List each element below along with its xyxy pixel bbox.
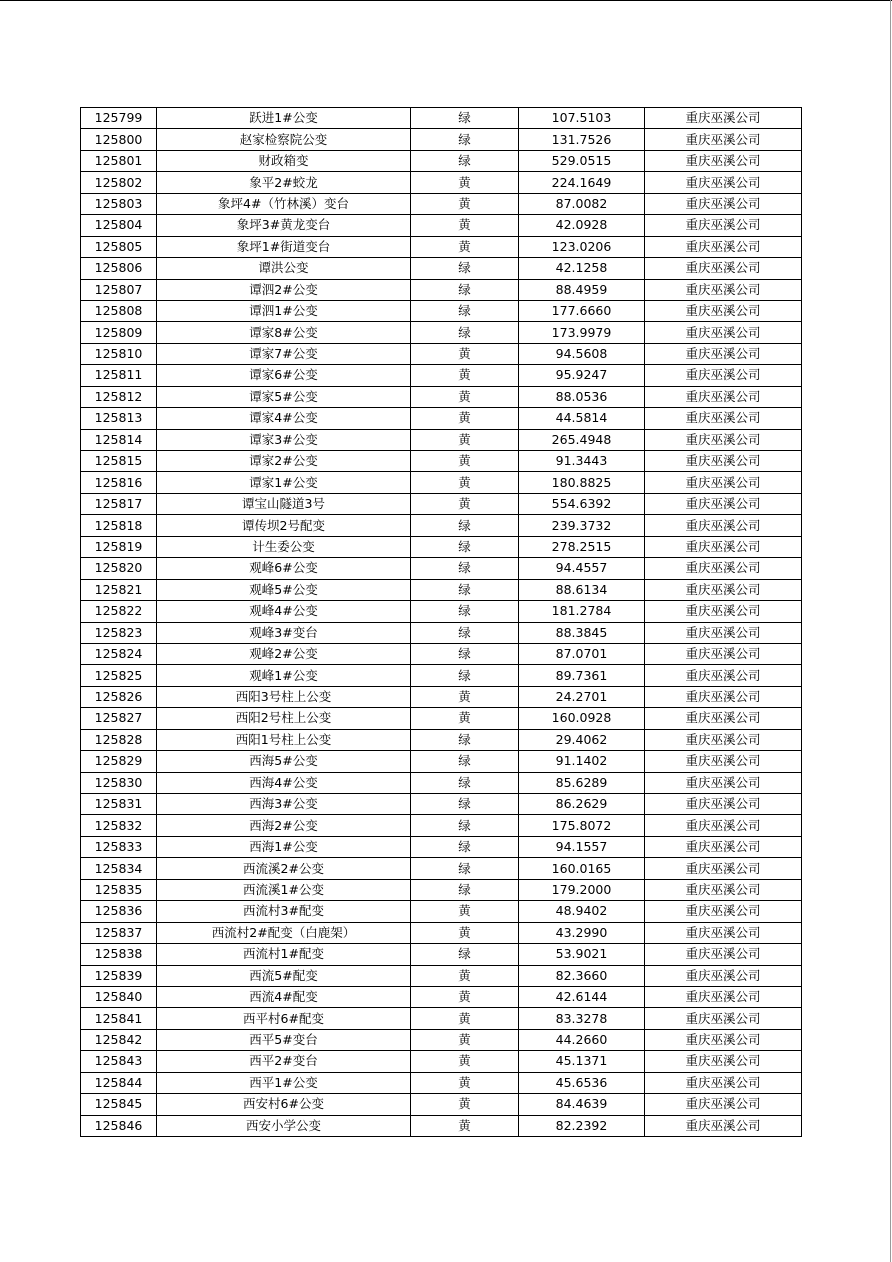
cell-id: 125803 bbox=[81, 193, 157, 214]
cell-value: 179.2000 bbox=[519, 879, 645, 900]
cell-id: 125824 bbox=[81, 643, 157, 664]
cell-level: 绿 bbox=[411, 300, 519, 321]
cell-company: 重庆巫溪公司 bbox=[645, 1072, 802, 1093]
table-row bbox=[81, 1008, 802, 1029]
cell-id: 125810 bbox=[81, 343, 157, 364]
table-row bbox=[81, 1072, 802, 1093]
table-row bbox=[81, 472, 802, 493]
cell-company: 重庆巫溪公司 bbox=[645, 150, 802, 171]
cell-value: 278.2515 bbox=[519, 536, 645, 557]
cell-id: 125814 bbox=[81, 429, 157, 450]
cell-company: 重庆巫溪公司 bbox=[645, 643, 802, 664]
table-row bbox=[81, 215, 802, 236]
table-row bbox=[81, 193, 802, 214]
cell-id: 125804 bbox=[81, 215, 157, 236]
cell-level: 绿 bbox=[411, 558, 519, 579]
cell-id: 125833 bbox=[81, 836, 157, 857]
cell-name: 谭家2#公变 bbox=[157, 451, 411, 472]
cell-id: 125827 bbox=[81, 708, 157, 729]
cell-name: 谭宝山隧道3号 bbox=[157, 493, 411, 514]
cell-value: 160.0928 bbox=[519, 708, 645, 729]
cell-level: 绿 bbox=[411, 129, 519, 150]
cell-id: 125823 bbox=[81, 622, 157, 643]
cell-level: 黄 bbox=[411, 193, 519, 214]
table-row bbox=[81, 986, 802, 1007]
cell-name: 西流溪1#公变 bbox=[157, 879, 411, 900]
cell-name: 西平1#公变 bbox=[157, 1072, 411, 1093]
cell-name: 跃进1#公变 bbox=[157, 108, 411, 129]
cell-id: 125842 bbox=[81, 1029, 157, 1050]
cell-value: 224.1649 bbox=[519, 172, 645, 193]
cell-value: 175.8072 bbox=[519, 815, 645, 836]
cell-name: 观峰2#公变 bbox=[157, 643, 411, 664]
table-row bbox=[81, 901, 802, 922]
cell-name: 谭家6#公变 bbox=[157, 365, 411, 386]
cell-name: 赵家检察院公变 bbox=[157, 129, 411, 150]
table-row bbox=[81, 1029, 802, 1050]
cell-id: 125801 bbox=[81, 150, 157, 171]
cell-name: 西流村2#配变（白鹿架） bbox=[157, 922, 411, 943]
cell-name: 谭家5#公变 bbox=[157, 386, 411, 407]
cell-level: 绿 bbox=[411, 515, 519, 536]
cell-company: 重庆巫溪公司 bbox=[645, 515, 802, 536]
cell-level: 绿 bbox=[411, 858, 519, 879]
cell-value: 44.2660 bbox=[519, 1029, 645, 1050]
cell-name: 观峰1#公变 bbox=[157, 665, 411, 686]
table-row bbox=[81, 751, 802, 772]
cell-name: 西海3#公变 bbox=[157, 794, 411, 815]
cell-name: 观峰6#公变 bbox=[157, 558, 411, 579]
cell-level: 绿 bbox=[411, 772, 519, 793]
cell-id: 125812 bbox=[81, 386, 157, 407]
cell-level: 绿 bbox=[411, 729, 519, 750]
cell-company: 重庆巫溪公司 bbox=[645, 922, 802, 943]
table-row bbox=[81, 944, 802, 965]
cell-value: 180.8825 bbox=[519, 472, 645, 493]
cell-level: 绿 bbox=[411, 836, 519, 857]
cell-value: 24.2701 bbox=[519, 686, 645, 707]
table-row bbox=[81, 343, 802, 364]
cell-company: 重庆巫溪公司 bbox=[645, 258, 802, 279]
cell-id: 125834 bbox=[81, 858, 157, 879]
cell-value: 91.3443 bbox=[519, 451, 645, 472]
cell-company: 重庆巫溪公司 bbox=[645, 986, 802, 1007]
cell-company: 重庆巫溪公司 bbox=[645, 622, 802, 643]
cell-company: 重庆巫溪公司 bbox=[645, 300, 802, 321]
cell-company: 重庆巫溪公司 bbox=[645, 686, 802, 707]
cell-id: 125811 bbox=[81, 365, 157, 386]
cell-name: 西海2#公变 bbox=[157, 815, 411, 836]
cell-company: 重庆巫溪公司 bbox=[645, 601, 802, 622]
cell-id: 125806 bbox=[81, 258, 157, 279]
cell-level: 黄 bbox=[411, 986, 519, 1007]
cell-company: 重庆巫溪公司 bbox=[645, 386, 802, 407]
cell-value: 88.3845 bbox=[519, 622, 645, 643]
cell-value: 42.1258 bbox=[519, 258, 645, 279]
cell-name: 西流溪2#公变 bbox=[157, 858, 411, 879]
cell-name: 象坪1#街道变台 bbox=[157, 236, 411, 257]
table-row bbox=[81, 601, 802, 622]
cell-name: 象坪3#黄龙变台 bbox=[157, 215, 411, 236]
cell-level: 绿 bbox=[411, 601, 519, 622]
cell-level: 绿 bbox=[411, 150, 519, 171]
cell-id: 125829 bbox=[81, 751, 157, 772]
table-row bbox=[81, 686, 802, 707]
cell-value: 45.6536 bbox=[519, 1072, 645, 1093]
cell-company: 重庆巫溪公司 bbox=[645, 815, 802, 836]
cell-id: 125843 bbox=[81, 1051, 157, 1072]
cell-name: 西海1#公变 bbox=[157, 836, 411, 857]
cell-value: 86.2629 bbox=[519, 794, 645, 815]
cell-id: 125819 bbox=[81, 536, 157, 557]
cell-name: 财政箱变 bbox=[157, 150, 411, 171]
table-row bbox=[81, 772, 802, 793]
cell-id: 125815 bbox=[81, 451, 157, 472]
cell-name: 西平5#变台 bbox=[157, 1029, 411, 1050]
cell-value: 42.6144 bbox=[519, 986, 645, 1007]
cell-value: 177.6660 bbox=[519, 300, 645, 321]
cell-id: 125831 bbox=[81, 794, 157, 815]
cell-level: 黄 bbox=[411, 686, 519, 707]
cell-company: 重庆巫溪公司 bbox=[645, 1029, 802, 1050]
table-row bbox=[81, 665, 802, 686]
cell-value: 181.2784 bbox=[519, 601, 645, 622]
cell-company: 重庆巫溪公司 bbox=[645, 944, 802, 965]
cell-value: 160.0165 bbox=[519, 858, 645, 879]
table-row bbox=[81, 129, 802, 150]
cell-company: 重庆巫溪公司 bbox=[645, 129, 802, 150]
cell-company: 重庆巫溪公司 bbox=[645, 536, 802, 557]
table-row bbox=[81, 794, 802, 815]
cell-name: 谭洪公变 bbox=[157, 258, 411, 279]
table-row bbox=[81, 836, 802, 857]
cell-company: 重庆巫溪公司 bbox=[645, 279, 802, 300]
cell-company: 重庆巫溪公司 bbox=[645, 429, 802, 450]
cell-company: 重庆巫溪公司 bbox=[645, 665, 802, 686]
cell-id: 125821 bbox=[81, 579, 157, 600]
cell-level: 黄 bbox=[411, 493, 519, 514]
cell-name: 西海4#公变 bbox=[157, 772, 411, 793]
cell-company: 重庆巫溪公司 bbox=[645, 472, 802, 493]
cell-id: 125809 bbox=[81, 322, 157, 343]
cell-company: 重庆巫溪公司 bbox=[645, 708, 802, 729]
cell-level: 黄 bbox=[411, 1072, 519, 1093]
cell-company: 重庆巫溪公司 bbox=[645, 215, 802, 236]
cell-level: 绿 bbox=[411, 944, 519, 965]
cell-name: 谭家4#公变 bbox=[157, 408, 411, 429]
cell-value: 87.0082 bbox=[519, 193, 645, 214]
cell-value: 265.4948 bbox=[519, 429, 645, 450]
cell-value: 53.9021 bbox=[519, 944, 645, 965]
cell-id: 125800 bbox=[81, 129, 157, 150]
cell-level: 黄 bbox=[411, 236, 519, 257]
cell-value: 94.5608 bbox=[519, 343, 645, 364]
cell-value: 554.6392 bbox=[519, 493, 645, 514]
cell-name: 西阳1号柱上公变 bbox=[157, 729, 411, 750]
cell-id: 125839 bbox=[81, 965, 157, 986]
cell-value: 107.5103 bbox=[519, 108, 645, 129]
cell-company: 重庆巫溪公司 bbox=[645, 879, 802, 900]
cell-value: 85.6289 bbox=[519, 772, 645, 793]
cell-id: 125817 bbox=[81, 493, 157, 514]
cell-level: 绿 bbox=[411, 665, 519, 686]
table-row bbox=[81, 622, 802, 643]
cell-name: 谭泗1#公变 bbox=[157, 300, 411, 321]
cell-id: 125822 bbox=[81, 601, 157, 622]
cell-name: 西海5#公变 bbox=[157, 751, 411, 772]
cell-name: 象平2#蛟龙 bbox=[157, 172, 411, 193]
cell-name: 西平村6#配变 bbox=[157, 1008, 411, 1029]
cell-value: 123.0206 bbox=[519, 236, 645, 257]
cell-name: 观峰4#公变 bbox=[157, 601, 411, 622]
cell-id: 125808 bbox=[81, 300, 157, 321]
cell-value: 173.9979 bbox=[519, 322, 645, 343]
table-row bbox=[81, 279, 802, 300]
cell-company: 重庆巫溪公司 bbox=[645, 772, 802, 793]
cell-name: 西流4#配变 bbox=[157, 986, 411, 1007]
cell-id: 125837 bbox=[81, 922, 157, 943]
cell-company: 重庆巫溪公司 bbox=[645, 365, 802, 386]
table-row bbox=[81, 429, 802, 450]
table-row bbox=[81, 386, 802, 407]
cell-company: 重庆巫溪公司 bbox=[645, 858, 802, 879]
cell-value: 48.9402 bbox=[519, 901, 645, 922]
table-row bbox=[81, 258, 802, 279]
cell-value: 82.3660 bbox=[519, 965, 645, 986]
table-row bbox=[81, 558, 802, 579]
cell-id: 125835 bbox=[81, 879, 157, 900]
cell-id: 125840 bbox=[81, 986, 157, 1007]
page-right-border bbox=[890, 0, 891, 1262]
table-row bbox=[81, 150, 802, 171]
cell-level: 黄 bbox=[411, 343, 519, 364]
table-row bbox=[81, 965, 802, 986]
cell-level: 绿 bbox=[411, 751, 519, 772]
cell-name: 谭家8#公变 bbox=[157, 322, 411, 343]
cell-id: 125825 bbox=[81, 665, 157, 686]
cell-name: 谭家7#公变 bbox=[157, 343, 411, 364]
cell-id: 125818 bbox=[81, 515, 157, 536]
table-row bbox=[81, 1094, 802, 1115]
table-row bbox=[81, 300, 802, 321]
table-row bbox=[81, 515, 802, 536]
table-row bbox=[81, 408, 802, 429]
table-row bbox=[81, 108, 802, 129]
cell-level: 黄 bbox=[411, 172, 519, 193]
cell-company: 重庆巫溪公司 bbox=[645, 108, 802, 129]
cell-name: 观峰3#变台 bbox=[157, 622, 411, 643]
cell-value: 91.1402 bbox=[519, 751, 645, 772]
cell-id: 125838 bbox=[81, 944, 157, 965]
cell-company: 重庆巫溪公司 bbox=[645, 1115, 802, 1136]
cell-value: 42.0928 bbox=[519, 215, 645, 236]
cell-id: 125799 bbox=[81, 108, 157, 129]
cell-company: 重庆巫溪公司 bbox=[645, 965, 802, 986]
cell-id: 125826 bbox=[81, 686, 157, 707]
cell-id: 125830 bbox=[81, 772, 157, 793]
cell-id: 125820 bbox=[81, 558, 157, 579]
cell-id: 125828 bbox=[81, 729, 157, 750]
cell-company: 重庆巫溪公司 bbox=[645, 901, 802, 922]
cell-value: 88.0536 bbox=[519, 386, 645, 407]
cell-company: 重庆巫溪公司 bbox=[645, 1008, 802, 1029]
table-row bbox=[81, 729, 802, 750]
cell-value: 82.2392 bbox=[519, 1115, 645, 1136]
cell-id: 125841 bbox=[81, 1008, 157, 1029]
cell-id: 125832 bbox=[81, 815, 157, 836]
cell-id: 125802 bbox=[81, 172, 157, 193]
cell-value: 88.4959 bbox=[519, 279, 645, 300]
cell-level: 黄 bbox=[411, 965, 519, 986]
cell-name: 西安村6#公变 bbox=[157, 1094, 411, 1115]
cell-company: 重庆巫溪公司 bbox=[645, 236, 802, 257]
table-row bbox=[81, 858, 802, 879]
cell-level: 黄 bbox=[411, 451, 519, 472]
cell-company: 重庆巫溪公司 bbox=[645, 343, 802, 364]
cell-level: 黄 bbox=[411, 429, 519, 450]
cell-name: 西安小学公变 bbox=[157, 1115, 411, 1136]
cell-level: 黄 bbox=[411, 408, 519, 429]
cell-level: 绿 bbox=[411, 536, 519, 557]
table-row bbox=[81, 493, 802, 514]
cell-value: 84.4639 bbox=[519, 1094, 645, 1115]
cell-name: 谭家1#公变 bbox=[157, 472, 411, 493]
cell-name: 谭泗2#公变 bbox=[157, 279, 411, 300]
cell-company: 重庆巫溪公司 bbox=[645, 558, 802, 579]
table-row bbox=[81, 451, 802, 472]
table-row bbox=[81, 322, 802, 343]
cell-level: 黄 bbox=[411, 922, 519, 943]
cell-company: 重庆巫溪公司 bbox=[645, 794, 802, 815]
cell-level: 绿 bbox=[411, 643, 519, 664]
cell-company: 重庆巫溪公司 bbox=[645, 1051, 802, 1072]
cell-company: 重庆巫溪公司 bbox=[645, 172, 802, 193]
cell-value: 239.3732 bbox=[519, 515, 645, 536]
cell-value: 29.4062 bbox=[519, 729, 645, 750]
page-top-border bbox=[0, 0, 892, 1]
cell-value: 45.1371 bbox=[519, 1051, 645, 1072]
table-body bbox=[81, 108, 802, 1137]
cell-level: 黄 bbox=[411, 1008, 519, 1029]
cell-name: 西流村1#配变 bbox=[157, 944, 411, 965]
cell-level: 绿 bbox=[411, 108, 519, 129]
cell-level: 黄 bbox=[411, 472, 519, 493]
cell-company: 重庆巫溪公司 bbox=[645, 493, 802, 514]
cell-name: 观峰5#公变 bbox=[157, 579, 411, 600]
cell-level: 黄 bbox=[411, 1029, 519, 1050]
cell-level: 绿 bbox=[411, 794, 519, 815]
cell-name: 西阳3号柱上公变 bbox=[157, 686, 411, 707]
table-row bbox=[81, 536, 802, 557]
cell-level: 绿 bbox=[411, 622, 519, 643]
table-row bbox=[81, 579, 802, 600]
cell-id: 125845 bbox=[81, 1094, 157, 1115]
cell-company: 重庆巫溪公司 bbox=[645, 836, 802, 857]
cell-level: 绿 bbox=[411, 579, 519, 600]
cell-company: 重庆巫溪公司 bbox=[645, 451, 802, 472]
table-row bbox=[81, 879, 802, 900]
cell-id: 125813 bbox=[81, 408, 157, 429]
table-row bbox=[81, 1115, 802, 1136]
cell-level: 黄 bbox=[411, 1115, 519, 1136]
cell-value: 95.9247 bbox=[519, 365, 645, 386]
cell-level: 绿 bbox=[411, 322, 519, 343]
cell-company: 重庆巫溪公司 bbox=[645, 729, 802, 750]
table-row bbox=[81, 236, 802, 257]
cell-name: 西平2#变台 bbox=[157, 1051, 411, 1072]
cell-name: 象坪4#（竹林溪）变台 bbox=[157, 193, 411, 214]
cell-id: 125816 bbox=[81, 472, 157, 493]
cell-company: 重庆巫溪公司 bbox=[645, 322, 802, 343]
cell-id: 125807 bbox=[81, 279, 157, 300]
cell-company: 重庆巫溪公司 bbox=[645, 1094, 802, 1115]
cell-id: 125805 bbox=[81, 236, 157, 257]
cell-name: 西流村3#配变 bbox=[157, 901, 411, 922]
cell-level: 绿 bbox=[411, 279, 519, 300]
cell-level: 黄 bbox=[411, 1094, 519, 1115]
cell-level: 黄 bbox=[411, 215, 519, 236]
table-row bbox=[81, 365, 802, 386]
cell-value: 87.0701 bbox=[519, 643, 645, 664]
cell-level: 黄 bbox=[411, 708, 519, 729]
cell-value: 88.6134 bbox=[519, 579, 645, 600]
cell-value: 131.7526 bbox=[519, 129, 645, 150]
cell-level: 黄 bbox=[411, 1051, 519, 1072]
table-row bbox=[81, 1051, 802, 1072]
cell-value: 83.3278 bbox=[519, 1008, 645, 1029]
cell-level: 绿 bbox=[411, 258, 519, 279]
cell-company: 重庆巫溪公司 bbox=[645, 193, 802, 214]
cell-level: 黄 bbox=[411, 386, 519, 407]
cell-name: 西阳2号柱上公变 bbox=[157, 708, 411, 729]
cell-value: 529.0515 bbox=[519, 150, 645, 171]
cell-name: 西流5#配变 bbox=[157, 965, 411, 986]
cell-id: 125844 bbox=[81, 1072, 157, 1093]
table-row bbox=[81, 708, 802, 729]
table-row bbox=[81, 815, 802, 836]
transformer-table bbox=[80, 107, 802, 1137]
table-row bbox=[81, 922, 802, 943]
cell-level: 黄 bbox=[411, 365, 519, 386]
cell-value: 94.1557 bbox=[519, 836, 645, 857]
cell-level: 绿 bbox=[411, 815, 519, 836]
cell-name: 谭家3#公变 bbox=[157, 429, 411, 450]
cell-value: 43.2990 bbox=[519, 922, 645, 943]
cell-value: 94.4557 bbox=[519, 558, 645, 579]
cell-id: 125836 bbox=[81, 901, 157, 922]
cell-company: 重庆巫溪公司 bbox=[645, 751, 802, 772]
cell-company: 重庆巫溪公司 bbox=[645, 408, 802, 429]
table-row bbox=[81, 643, 802, 664]
table-row bbox=[81, 172, 802, 193]
cell-id: 125846 bbox=[81, 1115, 157, 1136]
cell-company: 重庆巫溪公司 bbox=[645, 579, 802, 600]
cell-value: 44.5814 bbox=[519, 408, 645, 429]
cell-name: 谭传坝2号配变 bbox=[157, 515, 411, 536]
cell-level: 黄 bbox=[411, 901, 519, 922]
cell-level: 绿 bbox=[411, 879, 519, 900]
cell-value: 89.7361 bbox=[519, 665, 645, 686]
cell-name: 计生委公变 bbox=[157, 536, 411, 557]
